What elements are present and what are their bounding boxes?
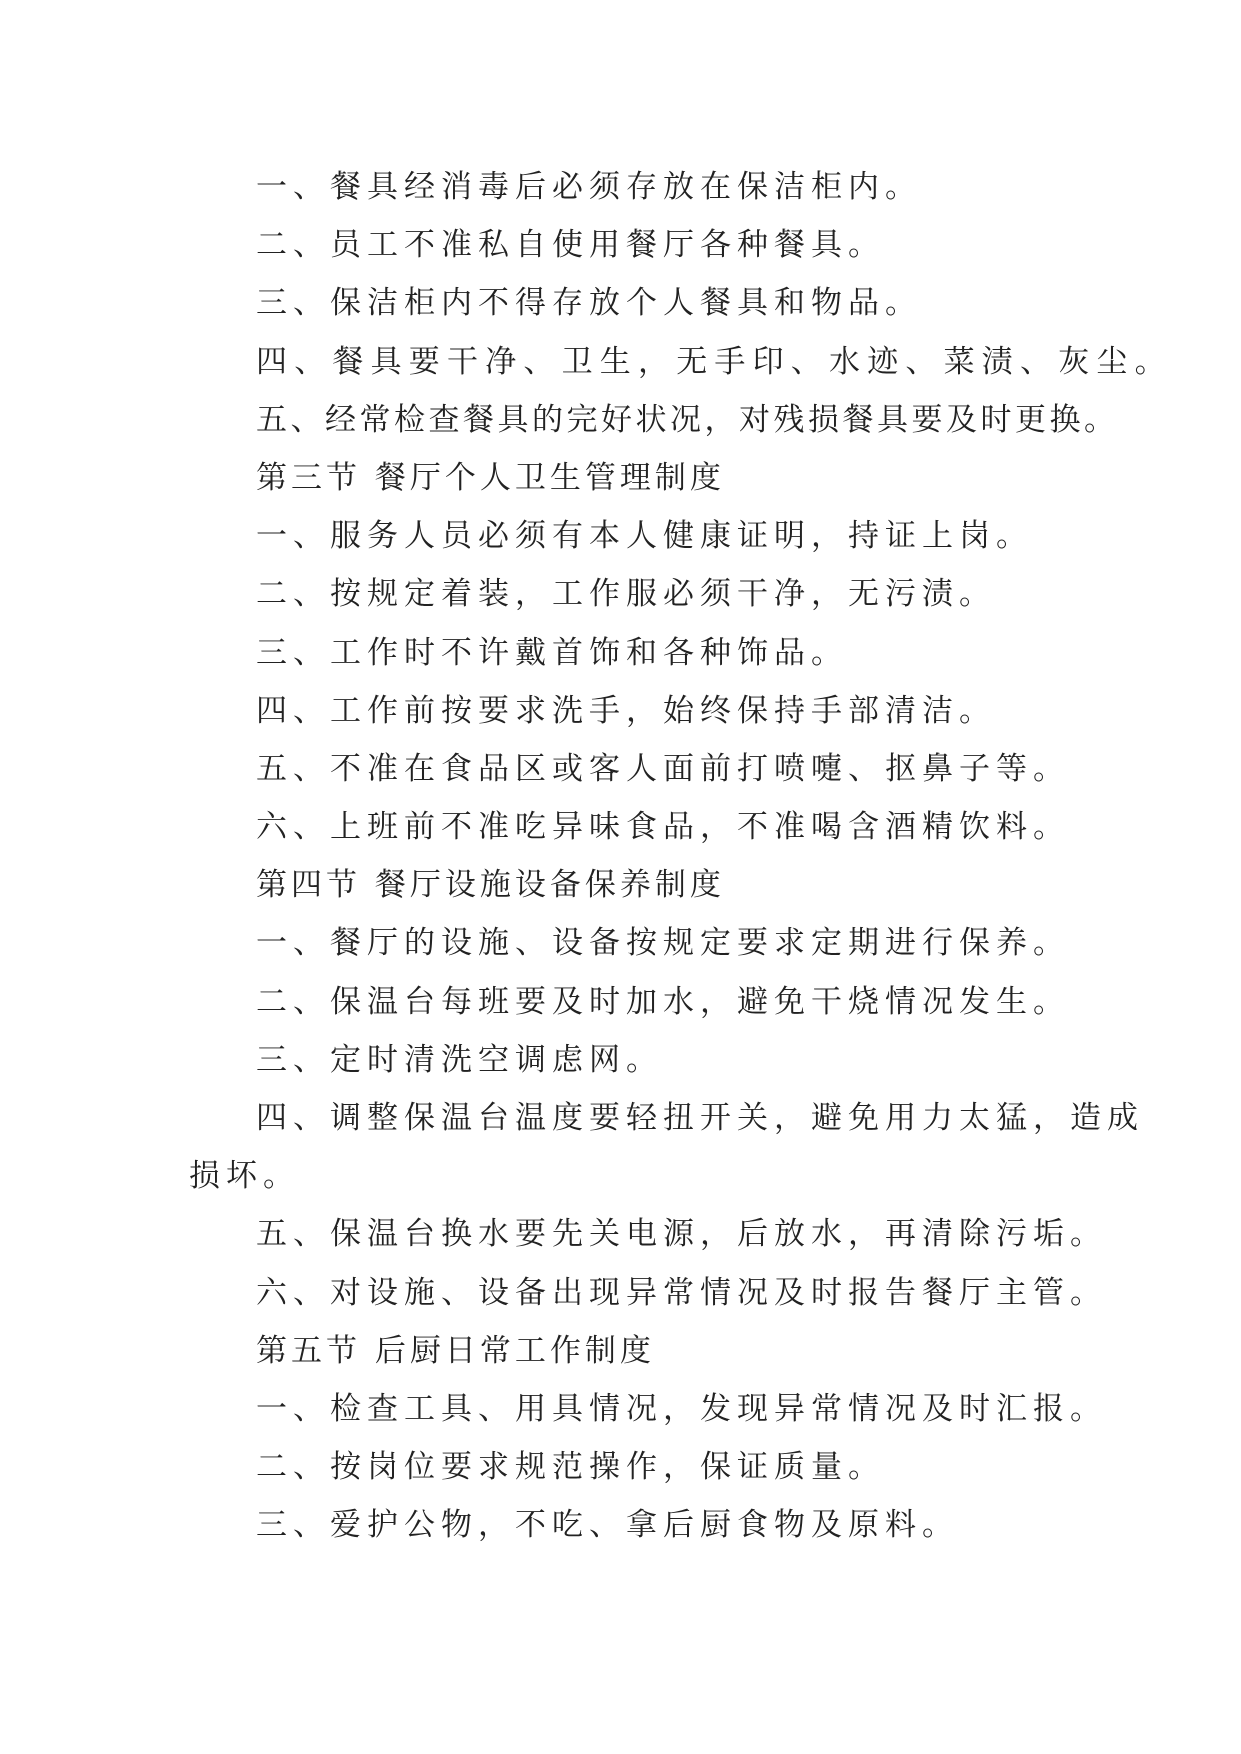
rule-line: 二、按岗位要求规范操作，保证质量。 <box>256 1449 885 1486</box>
section-heading: 第五节 后厨日常工作制度 <box>256 1332 655 1369</box>
rule-line: 三、保洁柜内不得存放个人餐具和物品。 <box>256 285 922 322</box>
section-heading: 第三节 餐厅个人卫生管理制度 <box>256 459 725 496</box>
rule-line: 二、员工不准私自使用餐厅各种餐具。 <box>256 227 885 264</box>
rule-line-continuation: 损坏。 <box>189 1158 300 1195</box>
rule-line: 三、爱护公物，不吃、拿后厨食物及原料。 <box>256 1507 959 1544</box>
rule-line: 一、餐具经消毒后必须存放在保洁柜内。 <box>256 169 922 205</box>
rule-line: 四、工作前按要求洗手，始终保持手部清洁。 <box>256 692 996 729</box>
section-heading: 第四节 餐厅设施设备保养制度 <box>256 867 725 904</box>
rule-line: 三、定时清洗空调虑网。 <box>256 1041 663 1078</box>
rule-line: 三、工作时不许戴首饰和各种饰品。 <box>256 634 848 671</box>
rule-line: 二、按规定着装，工作服必须干净，无污渍。 <box>256 576 996 613</box>
rule-line: 五、保温台换水要先关电源，后放水，再清除污垢。 <box>256 1216 1107 1253</box>
rule-line: 四、餐具要干净、卫生，无手印、水迹、菜渍、灰尘。 <box>256 343 1173 380</box>
rule-line: 六、上班前不准吃异味食品，不准喝含酒精饮料。 <box>256 809 1070 846</box>
rule-line: 四、调整保温台温度要轻扭开关，避免用力太猛，造成 <box>256 1100 1144 1136</box>
rule-line: 五、不准在食品区或客人面前打喷嚏、抠鼻子等。 <box>256 750 1070 787</box>
rule-line: 二、保温台每班要及时加水，避免干烧情况发生。 <box>256 983 1070 1020</box>
rule-line: 六、对设施、设备出现异常情况及时报告餐厅主管。 <box>256 1274 1107 1311</box>
rule-line: 一、检查工具、用具情况，发现异常情况及时汇报。 <box>256 1390 1107 1427</box>
rule-line: 五、经常检查餐具的完好状况，对残损餐具要及时更换。 <box>256 401 1119 438</box>
document-body <box>189 158 1173 1555</box>
rule-line: 一、服务人员必须有本人健康证明，持证上岗。 <box>256 518 1033 555</box>
rule-line: 一、餐厅的设施、设备按规定要求定期进行保养。 <box>256 925 1070 962</box>
